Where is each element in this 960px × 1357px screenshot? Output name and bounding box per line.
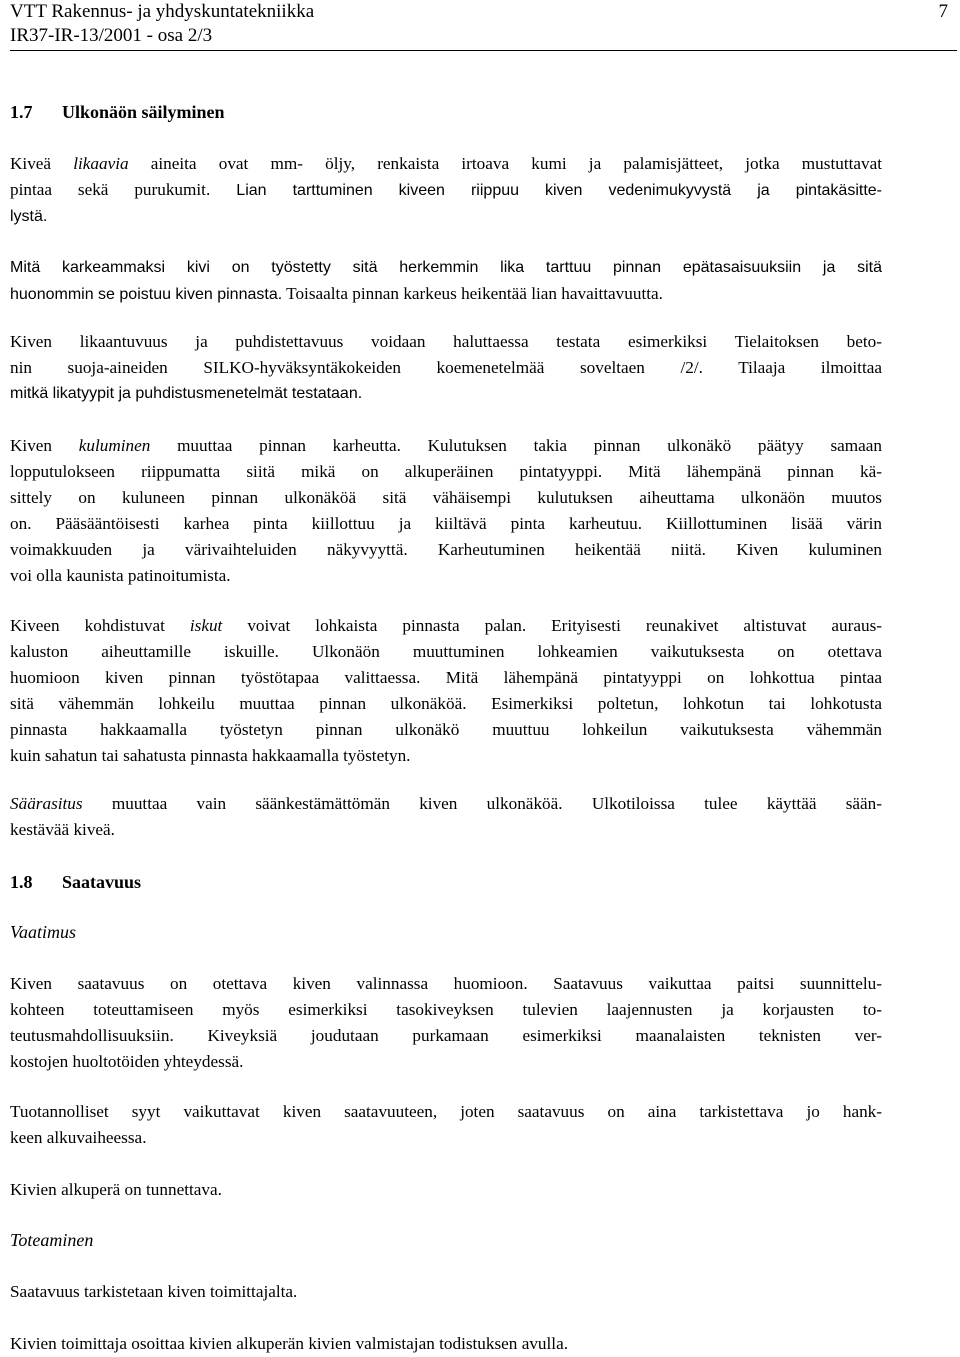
paragraph-cleanability [10, 329, 882, 407]
text-line: mitkä likatyypit ja puhdistusmenetelmät testataan. [10, 385, 363, 402]
text-line: nin suoja-aineiden SILKO-hyväksyntäkokeiden koemenetelmää soveltaen /2/. Tilaaja ilmoittaa [10, 358, 882, 377]
text-line: huonommin se poistuu kiven pinnasta. Toisaalta pinnan karkeus heikentää lian havaittavuutta. [10, 284, 663, 303]
paragraph-impacts [10, 613, 882, 769]
text-line: Kiven saatavuus on otettava kiven valinnassa huomioon. Saatavuus vaikuttaa paitsi suunnittelu- [10, 974, 882, 993]
text-line: Saatavuus tarkistetaan kiven toimittajalta. [10, 1282, 298, 1301]
paragraph-surface-roughness [10, 255, 882, 308]
text-line: kaluston aiheuttamille iskuille. Ulkonäön muuttuminen lohkeamien vaikutuksesta on otettava [10, 642, 882, 661]
text-line: huomioon kiven pinnan työstötapaa valittaessa. Mitä lähempänä pintatyyppi on lohkottua pintaa [10, 668, 882, 687]
text-line: pintaa sekä purukumit. Lian tarttuminen kiveen riippuu kiven vedenimukyvystä ja pintakäsitte- [10, 180, 882, 199]
text-line: Kiveen kohdistuvat iskut voivat lohkaista pinnasta palan. Erityisesti reunakivet altistuvat auraus- [10, 616, 882, 635]
section-heading-1-8 [10, 869, 141, 895]
paragraph-soiling [10, 151, 882, 230]
section-heading-1-7 [10, 99, 225, 125]
text-line: sitä vähemmän lohkeilu muuttaa pinnan ulkonäköä. Esimerkiksi poltetun, lohkotun tai lohkotusta [10, 694, 882, 713]
text-line: kostojen huoltotöiden yhteydessä. [10, 1052, 244, 1071]
section-number: 1.8 [10, 872, 33, 892]
emphasis-term: iskut [189, 616, 223, 635]
text-line: voi olla kaunista patinoitumista. [10, 566, 231, 585]
paragraph-weathering [10, 791, 882, 843]
paragraph-production [10, 1099, 882, 1151]
subheading-requirement: Vaatimus [10, 922, 77, 942]
text-line: Kiven kuluminen muuttaa pinnan karheutta. Kulutuksen takia pinnan ulkonäkö päätyy samaan [10, 436, 882, 455]
text-line: lystä. [10, 208, 48, 225]
header-report-id: IR37-IR-13/2001 - osa 2/3 [10, 25, 213, 46]
page-header [10, 0, 955, 48]
subheading-verification: Toteaminen [10, 1230, 94, 1250]
paragraph-check [10, 1279, 882, 1305]
text-line: sittely on kuluneen pinnan ulkonäköä sitä vähäisempi kulutuksen aiheuttama ulkonäön muutos [10, 488, 882, 507]
paragraph-wear [10, 433, 882, 589]
text-line: Kiveä likaavia aineita ovat mm- öljy, renkaista irtoava kumi ja palamisjätteet, jotka mustuttavat [10, 154, 883, 173]
emphasis-term: kuluminen [78, 436, 151, 455]
text-line: Kivien toimittaja osoittaa kivien alkuperän kivien valmistajan todistuksen avulla. [10, 1334, 568, 1353]
paragraph-origin [10, 1177, 882, 1203]
paragraph-certificate [10, 1331, 882, 1357]
paragraph-availability [10, 971, 882, 1075]
emphasis-term: Säärasitus [10, 794, 83, 813]
text-line: Kiven likaantuvuus ja puhdistettavuus voidaan haluttaessa testata esimerkiksi Tielaitoksen beto- [10, 332, 882, 351]
text-line: lopputulokseen riippumatta siitä mikä on alkuperäinen pintatyyppi. Mitä lähempänä pinnan kä- [10, 462, 882, 481]
emphasis-term: likaavia [73, 154, 129, 173]
text-line: kuin sahatun tai sahatusta pinnasta hakkaamalla työstetyn. [10, 746, 411, 765]
section-title: Saatavuus [62, 872, 142, 892]
text-line: voimakkuuden ja värivaihteluiden näkyvyyttä. Karheutuminen heikentää niitä. Kiven kuluminen [10, 540, 882, 559]
text-line: kohteen toteuttamiseen myös esimerkiksi tasokiveyksen tulevien laajennusten ja korjausten to- [10, 1000, 882, 1019]
text-line: keen alkuvaiheessa. [10, 1128, 147, 1147]
text-line: Mitä karkeammaksi kivi on työstetty sitä herkemmin lika tarttuu pinnan epätasaisuuksiin ja sitä [10, 259, 882, 276]
text-line: Säärasitus muuttaa vain säänkestämättömän kiven ulkonäköä. Ulkotiloissa tulee käyttää sään- [10, 794, 882, 813]
text-line: kestävää kiveä. [10, 820, 115, 839]
text-line: teutusmahdollisuuksiin. Kiveyksiä joudutaan purkamaan esimerkiksi maanalaisten teknisten ver- [10, 1026, 882, 1045]
text-line: Kivien alkuperä on tunnettava. [10, 1180, 222, 1199]
text-line: Tuotannolliset syyt vaikuttavat kiven saatavuuteen, joten saatavuus on aina tarkistettava jo hank- [10, 1102, 882, 1121]
section-title: Ulkonäön säilyminen [62, 102, 225, 122]
section-number: 1.7 [10, 102, 33, 122]
text-line: on. Pääsääntöisesti karhea pinta kiillottuu ja kiiltävä pinta karheutuu. Kiillottuminen lisää värin [10, 514, 882, 533]
page-number: 7 [938, 1, 948, 22]
header-organization: VTT Rakennus- ja yhdyskuntatekniikka [10, 1, 315, 22]
header-divider [10, 50, 957, 51]
text-line: pinnasta hakkaamalla työstetyn pinnan ulkonäkö muuttuu lohkeilun vaikutuksesta vähemmän [10, 720, 882, 739]
